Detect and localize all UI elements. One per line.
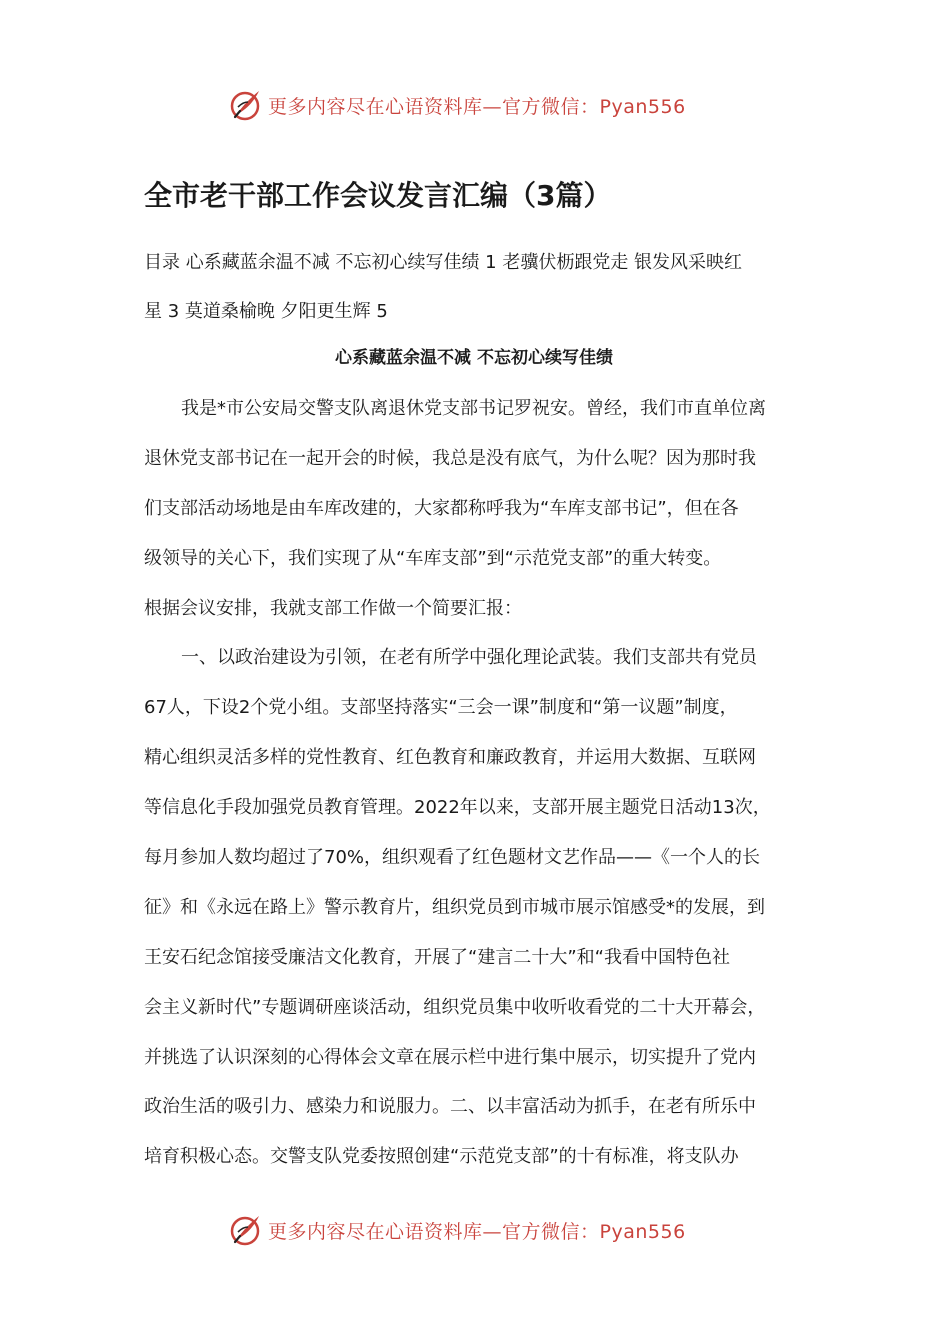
header-wechat-id: Pyan556	[599, 95, 686, 118]
body-line: 精心组织灵活多样的党性教育、红色教育和廉政教育，并运用大数据、互联网	[144, 747, 756, 769]
body-line: 王安石纪念馆接受廉洁文化教育，开展了“建言二十大”和“我看中国特色社	[144, 946, 730, 968]
toc-line: 目录 心系藏蓝余温不减 不忘初心续写佳绩 1 老骥伏枥跟党走 银发风采映红	[144, 252, 743, 273]
body-line: 们支部活动场地是由车库改建的，大家都称呼我为“车库支部书记”，但在各	[144, 497, 739, 519]
body-line: 政治生活的吸引力、感染力和说服力。二、以丰富活动为抓手，在老有所乐中	[144, 1096, 756, 1118]
header-banner-text	[268, 92, 686, 119]
body-line: 67人，下设2个党小组。支部坚持落实“三会一课”制度和“第一议题”制度，	[144, 697, 738, 719]
body-line: 会主义新时代”专题调研座谈活动，组织党员集中收听收看党的二十大开幕会，	[144, 996, 766, 1018]
table-of-contents	[144, 238, 824, 336]
footer-banner-label: 更多内容尽在心语资料库—官方微信：	[268, 1220, 600, 1243]
toc-line: 星 3 莫道桑榆晚 夕阳更生辉 5	[144, 301, 388, 322]
header-banner	[228, 85, 728, 125]
body-line: 每月参加人数均超过了70%，组织观看了红色题材文艺作品——《一个人的长	[144, 847, 761, 869]
body-line: 根据会议安排，我就支部工作做一个简要汇报：	[144, 597, 522, 619]
body-line: 培育积极心态。交警支队党委按照创建“示范党支部”的十有标准，将支队办	[144, 1146, 739, 1168]
body-line: 级领导的关心下，我们实现了从“车库支部”到“示范党支部”的重大转变。	[144, 547, 722, 569]
footer-banner	[228, 1210, 728, 1250]
body-line: 等信息化手段加强党员教育管理。2022年以来，支部开展主题党日活动13次，	[144, 797, 771, 819]
document-title: 全市老干部工作会议发言汇编（3篇）	[144, 179, 612, 212]
footer-wechat-id: Pyan556	[599, 1220, 686, 1243]
body-line: 并挑选了认识深刻的心得体会文章在展示栏中进行集中展示，切实提升了党内	[144, 1046, 756, 1068]
body-line: 一、以政治建设为引领，在老有所学中强化理论武装。我们支部共有党员	[181, 647, 757, 669]
footer-banner-text	[268, 1217, 686, 1244]
quill-pen-logo-icon	[228, 1212, 264, 1248]
body-line: 征》和《永远在路上》警示教育片，组织党员到市城市展示馆感受*的发展，到	[144, 896, 765, 918]
section-title: 心系藏蓝余温不减 不忘初心续写佳绩	[335, 348, 613, 368]
body-line: 退休党支部书记在一起开会的时候，我总是没有底气，为什么呢？因为那时我	[144, 447, 756, 469]
document-body	[144, 384, 824, 1182]
quill-pen-logo-icon	[228, 87, 264, 123]
header-banner-label: 更多内容尽在心语资料库—官方微信：	[268, 95, 600, 118]
body-line: 我是*市公安局交警支队离退休党支部书记罗祝安。曾经，我们市直单位离	[181, 398, 766, 419]
